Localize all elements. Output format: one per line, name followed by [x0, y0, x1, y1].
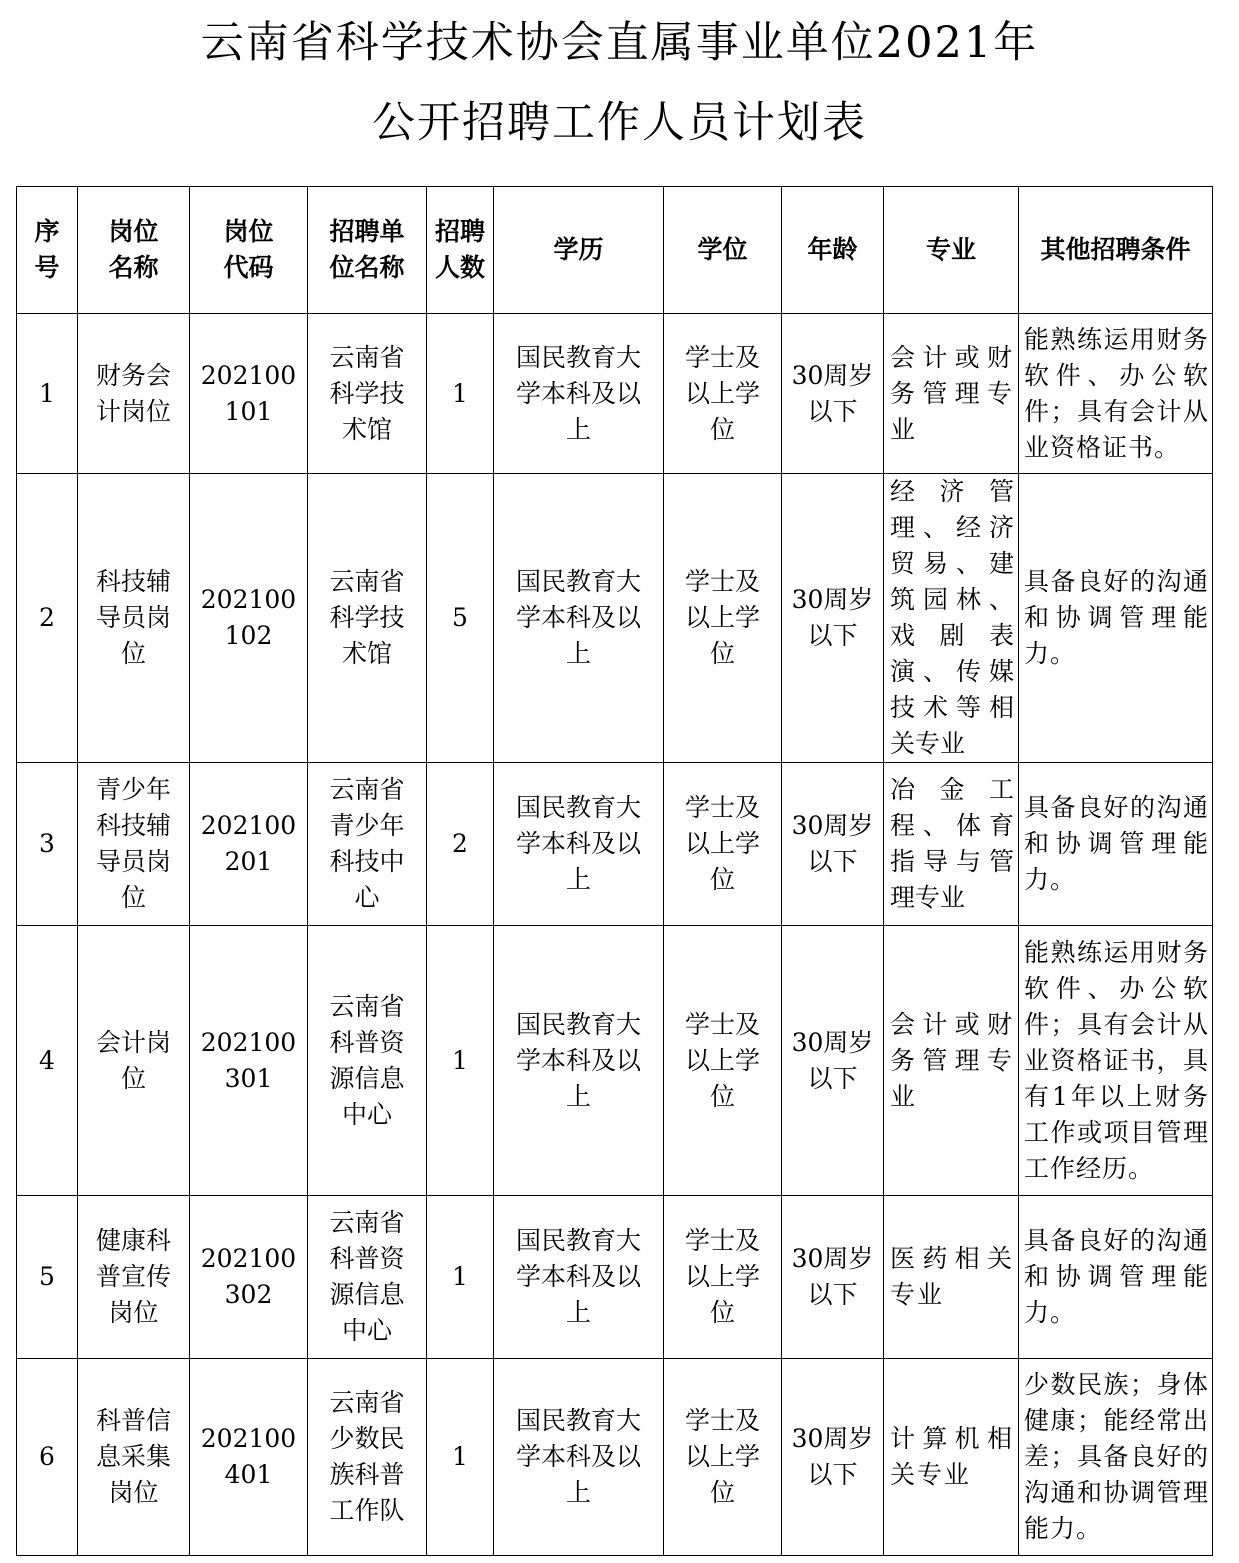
table-header-row: [17, 187, 1213, 314]
cell-education: 国民教育大学本科及以上: [494, 763, 664, 926]
cell-education: 国民教育大学本科及以上: [494, 926, 664, 1196]
cell-seq: 3: [17, 763, 78, 926]
table-row: [17, 314, 1213, 474]
cell-degree: 学士及以上学位: [664, 763, 782, 926]
cell-unit: 云南省青少年科技中心: [308, 763, 427, 926]
header-degree: 学位: [664, 187, 782, 314]
cell-age: 30周岁以下: [782, 474, 884, 763]
cell-count: 1: [427, 1196, 494, 1359]
cell-count: 5: [427, 474, 494, 763]
header-unit: 招聘单位名称: [308, 187, 427, 314]
cell-post-code: 202100201: [190, 763, 308, 926]
cell-education: 国民教育大学本科及以上: [494, 474, 664, 763]
cell-other: 具备良好的沟通和协调管理能力。: [1019, 474, 1213, 763]
cell-post-name: 健康科普宣传岗位: [78, 1196, 190, 1359]
cell-major: 经济管理、经济贸易、建筑园林、戏剧表演、传媒技术等相关专业: [884, 474, 1019, 763]
cell-degree: 学士及以上学位: [664, 474, 782, 763]
document-title-line1: 云南省科学技术协会直属事业单位2021年: [200, 18, 1039, 68]
cell-post-name: 科普信息采集岗位: [78, 1359, 190, 1556]
cell-major: 医药相关专业: [884, 1196, 1019, 1359]
cell-post-code: 202100301: [190, 926, 308, 1196]
recruitment-plan-table: [16, 186, 1213, 1556]
cell-unit: 云南省少数民族科普工作队: [308, 1359, 427, 1556]
cell-age: 30周岁以下: [782, 926, 884, 1196]
cell-post-name: 科技辅导员岗位: [78, 474, 190, 763]
cell-degree: 学士及以上学位: [664, 1196, 782, 1359]
cell-education: 国民教育大学本科及以上: [494, 1359, 664, 1556]
cell-seq: 2: [17, 474, 78, 763]
cell-post-code: 202100101: [190, 314, 308, 474]
cell-degree: 学士及以上学位: [664, 926, 782, 1196]
header-major: 专业: [884, 187, 1019, 314]
cell-education: 国民教育大学本科及以上: [494, 1196, 664, 1359]
cell-post-name: 会计岗位: [78, 926, 190, 1196]
table-row: [17, 1196, 1213, 1359]
header-education: 学历: [494, 187, 664, 314]
header-age: 年龄: [782, 187, 884, 314]
cell-count: 1: [427, 926, 494, 1196]
cell-count: 2: [427, 763, 494, 926]
cell-seq: 1: [17, 314, 78, 474]
cell-seq: 6: [17, 1359, 78, 1556]
cell-major: 会计或财务管理专业: [884, 926, 1019, 1196]
header-post-code: 岗位代码: [190, 187, 308, 314]
table-row: [17, 926, 1213, 1196]
table-row: [17, 474, 1213, 763]
header-count: 招聘人数: [427, 187, 494, 314]
cell-post-code: 202100302: [190, 1196, 308, 1359]
cell-unit: 云南省科普资源信息中心: [308, 1196, 427, 1359]
cell-education: 国民教育大学本科及以上: [494, 314, 664, 474]
cell-other: 能熟练运用财务软件、办公软件；具有会计从业资格证书。: [1019, 314, 1213, 474]
cell-count: 1: [427, 1359, 494, 1556]
cell-post-code: 202100401: [190, 1359, 308, 1556]
table-row: [17, 763, 1213, 926]
document-title-line2: 公开招聘工作人员计划表: [372, 98, 867, 148]
cell-seq: 4: [17, 926, 78, 1196]
header-seq: 序号: [17, 187, 78, 314]
cell-unit: 云南省科学技术馆: [308, 314, 427, 474]
header-post-name: 岗位名称: [78, 187, 190, 314]
cell-other: 少数民族；身体健康；能经常出差；具备良好的沟通和协调管理能力。: [1019, 1359, 1213, 1556]
cell-unit: 云南省科学技术馆: [308, 474, 427, 763]
cell-major: 计算机相关专业: [884, 1359, 1019, 1556]
cell-degree: 学士及以上学位: [664, 1359, 782, 1556]
cell-age: 30周岁以下: [782, 1359, 884, 1556]
table-row: [17, 1359, 1213, 1556]
cell-degree: 学士及以上学位: [664, 314, 782, 474]
cell-major: 会计或财务管理专业: [884, 314, 1019, 474]
cell-count: 1: [427, 314, 494, 474]
cell-unit: 云南省科普资源信息中心: [308, 926, 427, 1196]
cell-other: 能熟练运用财务软件、办公软件；具有会计从业资格证书，具有1年以上财务工作或项目管理工作经历。: [1019, 926, 1213, 1196]
cell-other: 具备良好的沟通和协调管理能力。: [1019, 1196, 1213, 1359]
header-other: 其他招聘条件: [1019, 187, 1213, 314]
cell-other: 具备良好的沟通和协调管理能力。: [1019, 763, 1213, 926]
cell-age: 30周岁以下: [782, 314, 884, 474]
cell-post-code: 202100102: [190, 474, 308, 763]
cell-post-name: 财务会计岗位: [78, 314, 190, 474]
cell-major: 冶金工程、体育指导与管理专业: [884, 763, 1019, 926]
cell-age: 30周岁以下: [782, 1196, 884, 1359]
cell-age: 30周岁以下: [782, 763, 884, 926]
cell-post-name: 青少年科技辅导员岗位: [78, 763, 190, 926]
cell-seq: 5: [17, 1196, 78, 1359]
